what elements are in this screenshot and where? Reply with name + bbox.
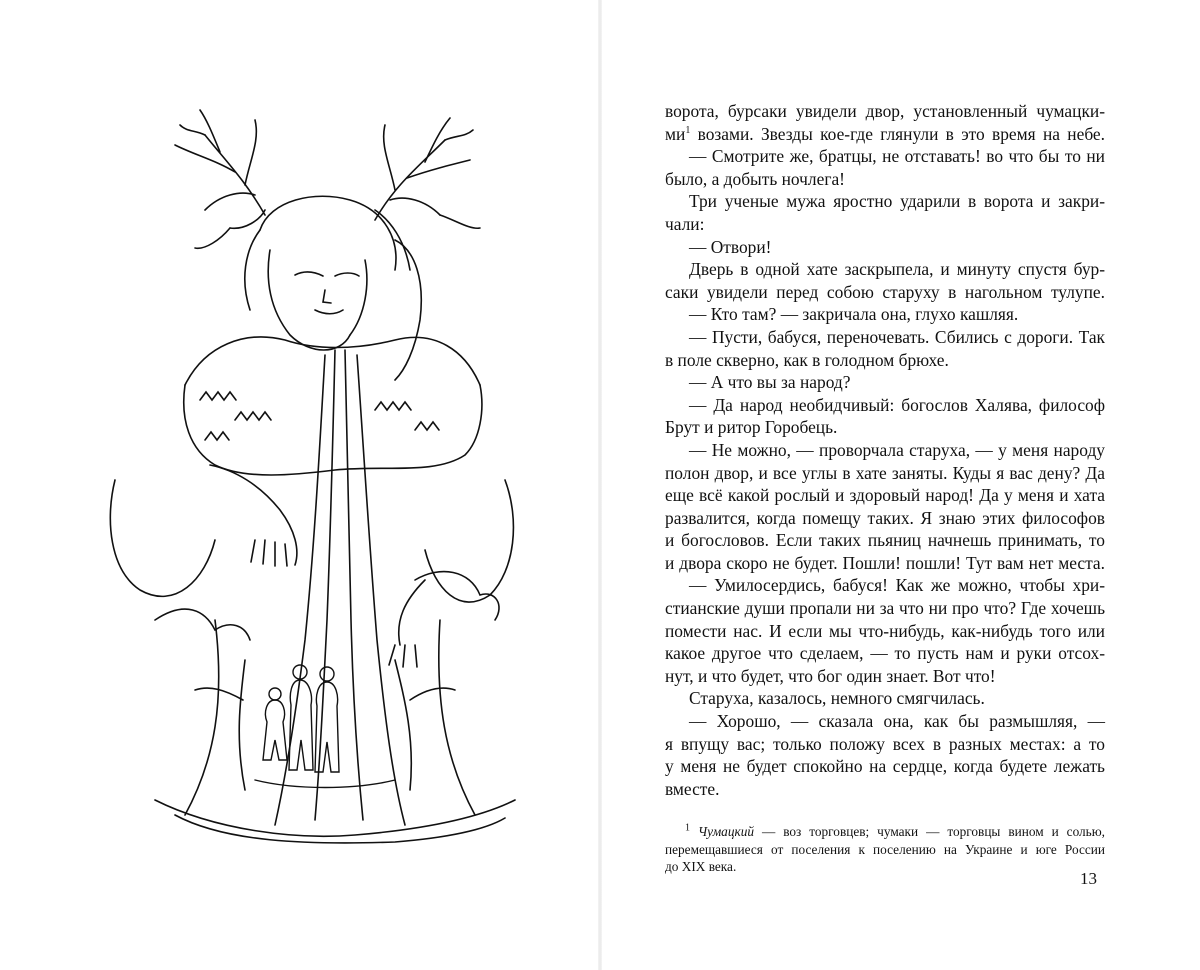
text-line: помести нас. И если мы что-нибудь, как-нибудь того или <box>665 620 1105 641</box>
page-number: 13 <box>1080 869 1097 888</box>
book-gutter <box>598 0 602 970</box>
figure-head <box>245 196 421 380</box>
text-page <box>665 100 1105 800</box>
hanging-hair <box>185 350 475 825</box>
text-line: — Да народ необидчивый: богослов Халява, философ <box>689 394 1105 415</box>
text-line: еще всё какой рослый и здоровый народ! Да у меня и хата <box>665 485 1105 506</box>
travelers <box>255 665 395 788</box>
footnote <box>665 823 1105 876</box>
illustration-drawing <box>95 100 545 845</box>
footnote-term: Чумацкий <box>697 824 754 839</box>
text-line: саки увидели перед собою старуху в нагольном тулупе. <box>665 281 1105 302</box>
footnote-line: перемещавшиеся от поселения к поселению на Украине и юге России <box>665 841 1105 857</box>
text-line: — А что вы за народ? <box>689 372 851 393</box>
text-line: — Не можно, — проворчала старуха, — у меня народу <box>689 439 1105 460</box>
roots <box>155 800 515 843</box>
text-line: я впущу вас; только положу всех в разных местах: а то <box>665 733 1105 754</box>
text-line: полон двор, и все углы в хате заняты. Куды я вас дену? Да <box>665 462 1105 483</box>
text-line: ворота, бурсаки увидели двор, установленный чумацки- <box>665 101 1105 121</box>
text-line: — Смотрите же, братцы, не отставать! во что бы то ни <box>689 146 1105 167</box>
text-line: в поле скверно, как в голодном брюхе. <box>665 349 949 370</box>
footnote-line <box>665 823 1105 841</box>
text-line: и двора скоро не будет. Пошли! пошли! Тут вам нет места. <box>665 552 1105 573</box>
text-line: и богословов. Если таких пьяниц начнешь принимать, то <box>665 530 1105 551</box>
footnote-line: до XIX века. <box>665 859 737 874</box>
footnote-marker: 1 <box>685 822 690 834</box>
text-line: Брут и ритор Горобець. <box>665 417 838 438</box>
text-line: Старуха, казалось, немного смягчилась. <box>689 688 985 709</box>
text-line: развалится, когда помещу таких. Я знаю этих философов <box>665 507 1105 528</box>
text-line: Три ученые мужа яростно ударили в ворота и закри- <box>689 191 1105 212</box>
footnote-line1-rest: — воз торговцев; чумаки — торговцы вином и солью, <box>754 824 1106 839</box>
text-line: — Хорошо, — сказала она, как бы размышляя, — <box>689 711 1105 732</box>
text-fragment: ми <box>665 123 686 144</box>
text-line: у меня не будет спокойно на сердце, когда будете лежать <box>665 756 1105 777</box>
right-antler <box>375 118 480 228</box>
text-line: нут, и что будет, что бог один знает. Вот что! <box>665 665 996 686</box>
text-line: — Пусти, бабуся, переночевать. Сбились с дороги. Так <box>689 326 1105 347</box>
text-line: — Отвори! <box>689 236 772 257</box>
text-fragment: возами. Звезды кое-где глянули в это время на небе. <box>690 123 1105 144</box>
text-line: стианские души пропали ни за что ни про что? Где хочешь <box>665 598 1105 619</box>
text-line: — Умилосердись, бабуся! Как же можно, чтобы хри- <box>689 575 1105 596</box>
body-text <box>665 100 1105 800</box>
text-line: какое другое что сделаем, — то пусть нам и руки отсох- <box>665 643 1105 664</box>
text-line: вместе. <box>665 778 720 799</box>
text-line: было, а добыть ночлега! <box>665 168 845 189</box>
text-line: — Кто там? — закричала она, глухо кашляя. <box>689 304 1019 325</box>
footnote-reference[interactable]: 1 <box>685 124 691 136</box>
text-line: чали: <box>665 213 705 234</box>
text-line: Дверь в одной хате заскрыпела, и минуту спустя бур- <box>689 259 1105 280</box>
illustration <box>95 100 545 845</box>
left-antler <box>175 110 265 248</box>
text-line <box>665 123 1105 146</box>
